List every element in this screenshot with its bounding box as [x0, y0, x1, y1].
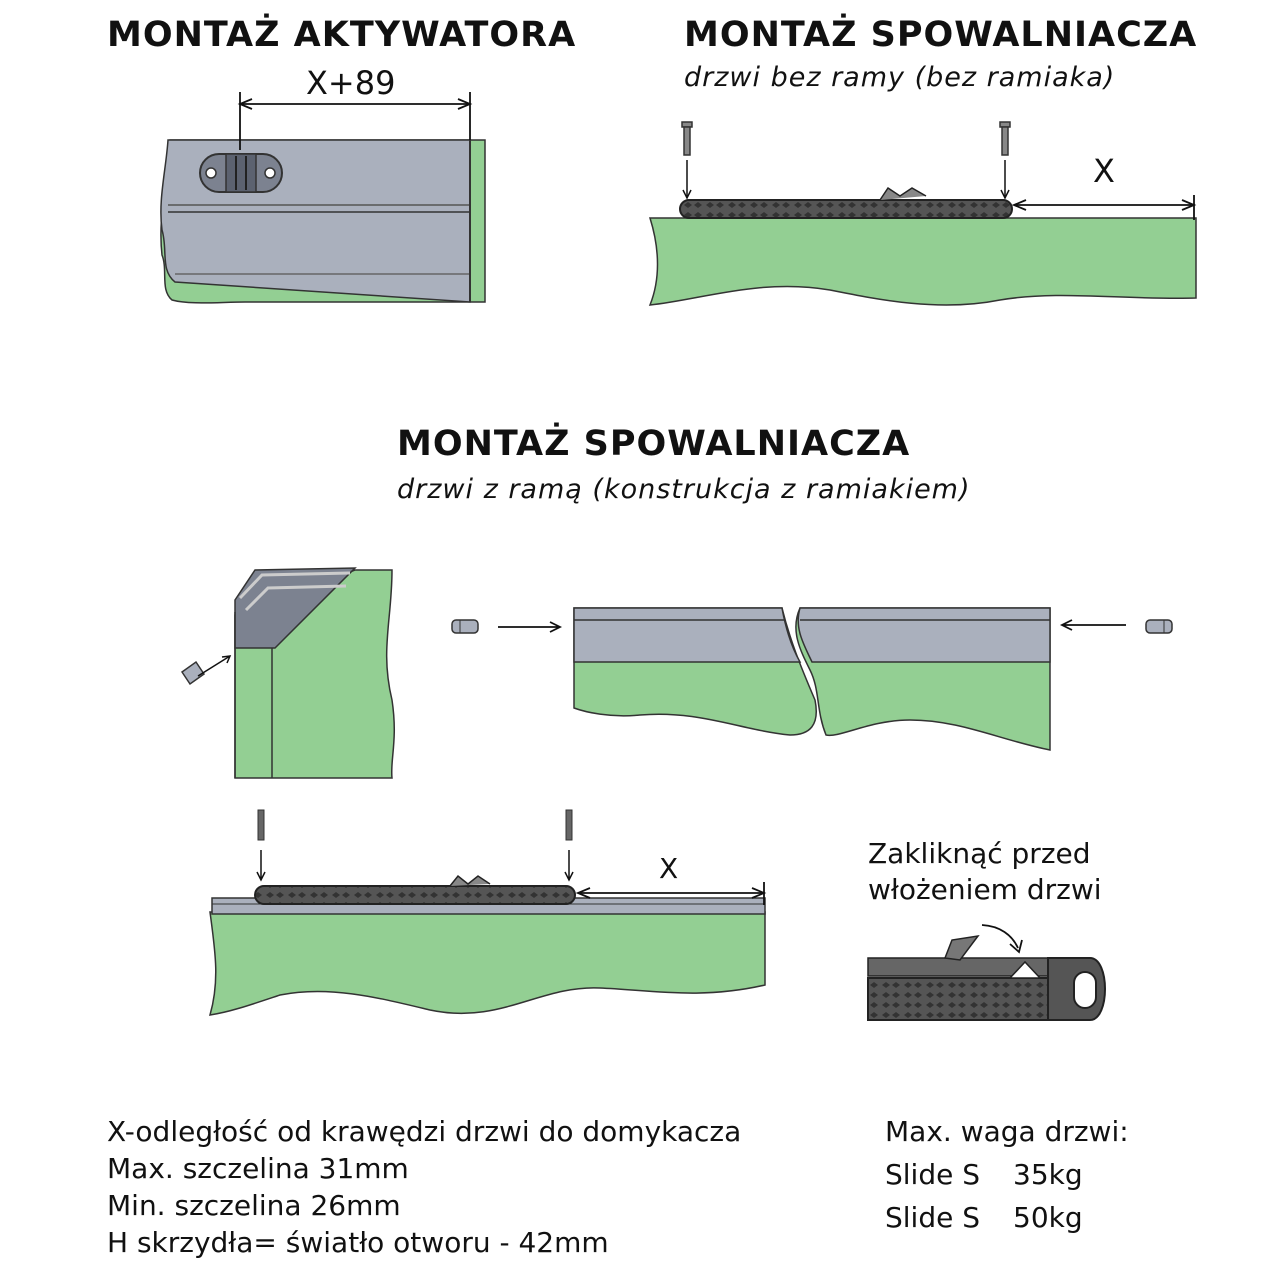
framed-door-panel: [210, 898, 765, 1015]
weight-model: Slide S: [885, 1201, 981, 1234]
actuator-dimension-label: X+89: [306, 64, 396, 102]
note-line: Min. szczelina 26mm: [107, 1189, 401, 1222]
click-instruction-line: włożeniem drzwi: [868, 873, 1102, 906]
weight-model: Slide S: [885, 1158, 981, 1191]
frameless-title: MONTAŻ SPOWALNIACZA: [684, 15, 1198, 55]
end-cap-icon: [452, 620, 478, 633]
damper-frameless-drawing: [650, 122, 1196, 305]
actuator-part: [200, 154, 282, 192]
damper-unit: [680, 188, 1012, 218]
click-instruction: [868, 836, 1102, 908]
end-cap-icon: [1146, 620, 1172, 633]
end-cap-icon: [182, 656, 230, 684]
framed-subtitle: drzwi z ramą (konstrukcja z ramiakiem): [397, 474, 971, 505]
frameless-subtitle: drzwi bez ramy (bez ramiaka): [684, 62, 1116, 93]
framed-title: MONTAŻ SPOWALNIACZA: [397, 424, 911, 464]
damper-framed-drawing: [182, 568, 1172, 1015]
door-panel: [650, 218, 1196, 305]
note-line: X-odległość od krawędzi drzwi do domykacza: [107, 1115, 742, 1148]
weight-value: 50kg: [1013, 1201, 1083, 1234]
dimension-x-line: [1014, 195, 1194, 220]
screw-icon: [1000, 122, 1010, 198]
frameless-dimension-label: X: [1093, 152, 1115, 190]
screw-icon: [682, 122, 692, 198]
damper-click-detail: [868, 925, 1105, 1020]
actuator-drawing: [161, 92, 485, 303]
weight-row: [885, 1196, 1129, 1239]
frame-corner: [235, 568, 394, 778]
screw-icon: [257, 810, 265, 880]
weight-value: 35kg: [1013, 1158, 1083, 1191]
weight-title: Max. waga drzwi:: [885, 1115, 1129, 1148]
rail-right-segment: [796, 608, 1050, 750]
note-line: H skrzydła= światło otworu - 42mm: [107, 1226, 609, 1259]
framed-dimension-label: X: [659, 852, 679, 885]
click-arrow: [982, 925, 1022, 952]
rail-left-segment: [574, 608, 816, 735]
click-instruction-line: Zakliknąć przed: [868, 837, 1091, 870]
notes-block: [107, 1113, 741, 1261]
weight-row: [885, 1153, 1129, 1196]
screw-icon: [565, 810, 573, 880]
note-line: Max. szczelina 31mm: [107, 1152, 409, 1185]
weight-block: [885, 1110, 1129, 1239]
actuator-title: MONTAŻ AKTYWATORA: [107, 15, 577, 55]
damper-unit: [255, 876, 575, 904]
